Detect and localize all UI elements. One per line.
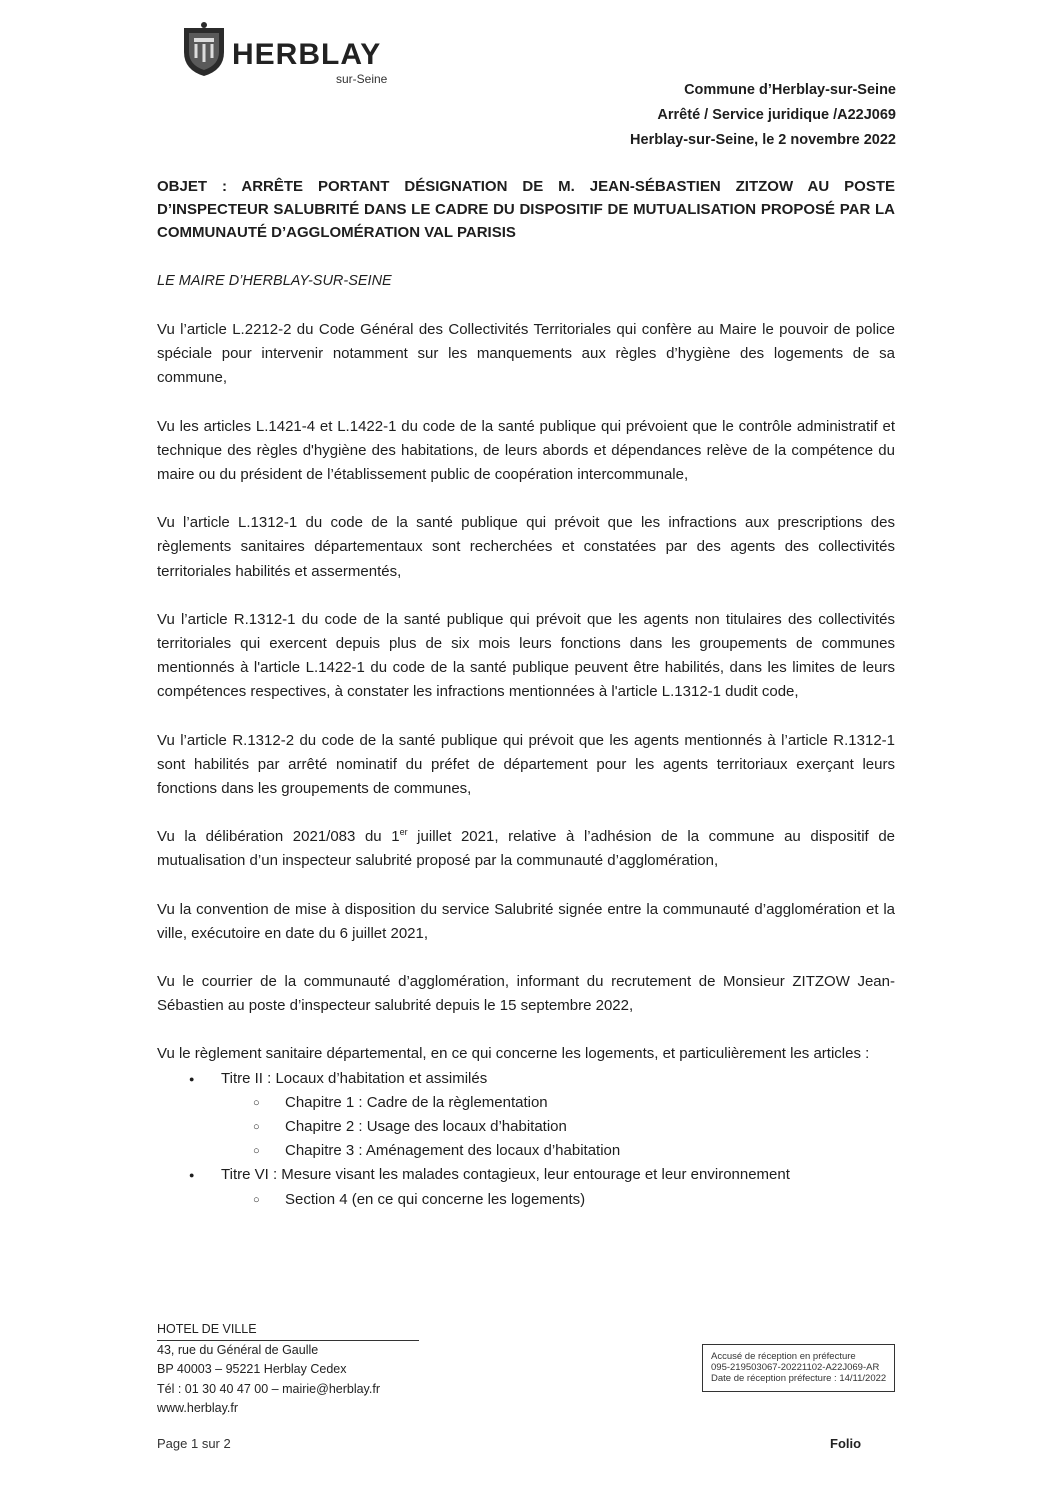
city-crest-icon [180, 22, 228, 78]
receipt-line: Date de réception préfecture : 14/11/2022 [711, 1373, 887, 1384]
list-item [157, 1163, 895, 1211]
footer-address [157, 1320, 419, 1419]
page-number: Page 1 sur 2 [157, 1436, 231, 1451]
paragraph: Vu l’article R.1312-1 du code de la santé publique qui prévoit que les agents non titulaires des collectivités territoriales qui exercent depuis plus de six mois leurs fonctions dans les groupements de communes mentionnés à l'article L.1422-1 du code de la santé publique peuvent être habilités, dans les limites de leurs compétences respectives, à constater les infractions mentionnées à l'article L.1312-1 dudit code, [157, 610, 895, 701]
website: www.herblay.fr [157, 1401, 239, 1415]
paragraph: Vu les articles L.1421-4 et L.1422-1 du code de la santé publique qui prévoient que le contrôle administratif et technique des règles d'hygiène des habitations, de leurs abords et dépendances relève de la compétence du maire ou du président de l’établissement public de coopération intercommunale, [157, 417, 895, 484]
paragraph: Vu le règlement sanitaire départemental, en ce qui concerne les logements, et particulièrement les articles : [157, 1045, 870, 1063]
folio-label: Folio [830, 1436, 862, 1451]
document-header [630, 78, 896, 153]
paragraph: Vu l’article L.1312-1 du code de la santé publique qui prévoit que les infractions aux prescriptions des règlements sanitaires départementaux sont recherchées et constatées par des agents des collectivités territoriales habilités et assermentés, [157, 514, 895, 580]
place-date: Herblay-sur-Seine, le 2 novembre 2022 [630, 132, 896, 148]
paragraph: Vu le courrier de la communauté d’agglomération, informant du recrutement de Monsieur ZITZOW Jean-Sébastien au poste d’inspecteur salubrité depuis le 15 septembre 2022, [157, 973, 895, 1015]
list-item-label: Titre VI : Mesure visant les malades contagieux, leur entourage et leur environnement [221, 1166, 790, 1184]
document-body [157, 318, 895, 1212]
list-item-label: Titre II : Locaux d’habitation et assimilés [221, 1069, 488, 1087]
list-item: ○ Section 4 (en ce qui concerne les logements) [221, 1188, 895, 1212]
superscript: er [399, 827, 408, 838]
list-item [157, 1067, 895, 1164]
paragraph [157, 825, 895, 873]
postal-box: BP 40003 – 95221 Herblay Cedex [157, 1362, 347, 1376]
list-item: ○ Chapitre 2 : Usage des locaux d’habitation [221, 1115, 895, 1139]
contact-line: Tél : 01 30 40 47 00 – mairie@herblay.fr [157, 1381, 380, 1396]
sub-list [221, 1091, 895, 1164]
receipt-line: Accusé de réception en préfecture [711, 1351, 856, 1362]
list-item: ○ Chapitre 1 : Cadre de la règlementation [221, 1091, 895, 1115]
subject: OBJET : ARRÊTE PORTANT DÉSIGNATION DE M. JEAN-SÉBASTIEN ZITZOW AU POSTE D’INSPECTEUR SALUBRITÉ DANS LE CADRE DU DISPOSITIF DE MUTUALISATION PROPOSÉ PAR LA COMMUNAUTÉ D’AGGLOMÉRATION VAL PARISIS [157, 178, 895, 241]
herblay-logo [180, 22, 440, 84]
sub-list [221, 1188, 895, 1212]
reference: Arrêté / Service juridique /A22J069 [657, 107, 896, 123]
prefecture-receipt-stamp [702, 1344, 895, 1392]
address-line: 43, rue du Général de Gaulle [157, 1342, 319, 1357]
paragraph: Vu l’article L.2212-2 du Code Général des Collectivités Territoriales qui confère au Maire le pouvoir de police spéciale pour intervenir notamment sur les manquements aux règles d’hygiène des logements de sa commune, [157, 321, 895, 387]
paragraph-text: Vu la délibération 2021/083 du 1 [157, 828, 400, 846]
logo-name: HERBLAY [232, 38, 382, 71]
mayor-heading: LE MAIRE D’HERBLAY-SUR-SEINE [157, 273, 392, 289]
receipt-line: 095-219503067-20221102-A22J069-AR [711, 1362, 880, 1373]
articles-list [157, 1067, 895, 1212]
list-item: ○ Chapitre 3 : Aménagement des locaux d’habitation [221, 1139, 895, 1163]
hotel-de-ville: HOTEL DE VILLE [157, 1320, 419, 1341]
logo-subtitle: sur-Seine [336, 72, 388, 86]
paragraph: Vu l’article R.1312-2 du code de la santé publique qui prévoit que les agents mentionnés à l’article R.1312-1 sont habilités par arrêté nominatif du préfet de département pour les agents territoriaux exerçant leurs fonctions dans les groupements de communes, [157, 731, 895, 798]
paragraph: Vu la convention de mise à disposition du service Salubrité signée entre la communauté d’agglomération et la ville, exécutoire en date du 6 juillet 2021, [157, 900, 895, 942]
commune-name: Commune d’Herblay-sur-Seine [684, 82, 896, 98]
paragraph-text: juillet 2021, relative à l’adhésion de la commune au dispositif de mutualisation d’un inspecteur salubrité proposé par la communauté d’agglomération, [157, 828, 896, 870]
